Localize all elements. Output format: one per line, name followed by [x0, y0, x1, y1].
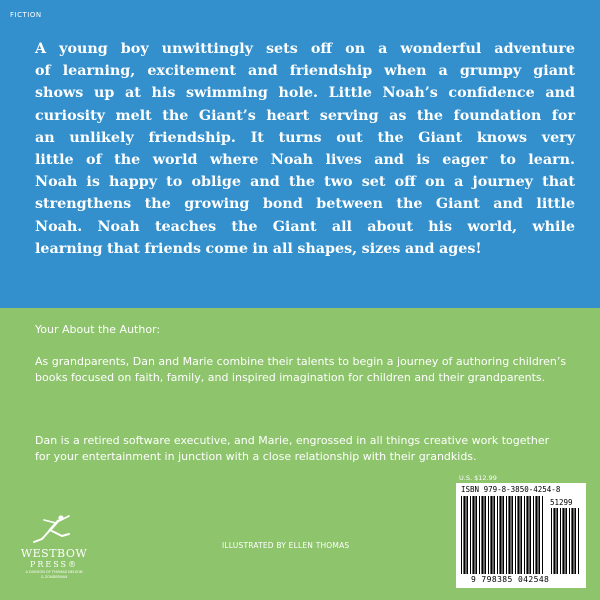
illustrator-credit: ILLUSTRATED BY ELLEN THOMAS [222, 541, 350, 550]
barcode-bar [578, 508, 579, 574]
blurb-line: little of the world where Noah lives and is eager to learn. [35, 152, 575, 169]
barcode-bar [535, 496, 537, 574]
price-label: U.S. $12.99 [459, 474, 497, 482]
barcode-bar [472, 496, 474, 574]
barcode-bar [470, 496, 471, 574]
book-blurb [35, 38, 575, 260]
barcode-bar [542, 496, 543, 574]
barcode-bar [569, 508, 570, 574]
registered-mark: ® [68, 560, 79, 569]
publisher-division-line-1: A DIVISION OF THOMAS NELSON [25, 570, 83, 574]
barcode-bar [466, 496, 468, 574]
barcode-bar [551, 508, 552, 574]
barcode-bar [508, 496, 510, 574]
barcode-bar [515, 496, 516, 574]
barcode-bar [571, 508, 573, 574]
publisher-division [14, 570, 94, 579]
addon-code: 51299 [550, 498, 573, 507]
barcode-bar [475, 496, 477, 574]
barcode-bar [524, 496, 525, 574]
ean-number: 9 798385 042548 [471, 575, 550, 584]
barcode-bar [461, 496, 462, 574]
barcode-box [456, 483, 586, 588]
barcode-bar [493, 496, 495, 574]
barcode-bar [562, 508, 564, 574]
blurb-line: an unlikely friendship. It turns out the Giant knows very [35, 129, 575, 146]
author-paragraph-2: Dan is a retired software executive, and Marie, engrossed in all things creative work together for your entertainment in junction with a close relationship with their grandkids. [35, 434, 550, 464]
barcode-bar [506, 496, 507, 574]
publisher-press-word: PRESS [29, 560, 69, 569]
barcode-bar [574, 508, 576, 574]
barcode-bar [556, 508, 558, 574]
barcode-bar [488, 496, 489, 574]
publisher-name: WESTBOW [20, 547, 88, 560]
barcode-bar [479, 496, 480, 574]
barcode-bar [533, 496, 534, 574]
barcode-bar [560, 508, 561, 574]
barcode-bar [538, 496, 540, 574]
author-paragraph-1: As grandparents, Dan and Marie combine their talents to begin a journey of authoring children’s books focused on faith, family, and inspired imagination for children and their grandparents. [35, 355, 567, 385]
barcode-bar [481, 496, 483, 574]
barcode-bar [497, 496, 498, 574]
blurb-line: shows up at his swimming hole. Little Noah’s confidence and [35, 85, 575, 102]
barcode-bar [526, 496, 528, 574]
barcode-bar [520, 496, 522, 574]
blurb-line: curiosity melt the Giant’s heart serving as the foundation for [35, 107, 575, 124]
barcode-bar [463, 496, 465, 574]
blurb-line: Noah is happy to oblige and the two set off on a journey that [35, 174, 575, 191]
leaping-figure-icon [14, 512, 94, 546]
isbn-label: ISBN 979-8-3850-4254-8 [461, 485, 561, 494]
barcode-bar [517, 496, 519, 574]
ean-barcode [460, 496, 546, 574]
barcode-bar [553, 508, 555, 574]
addon-barcode [550, 508, 582, 574]
blurb-line: of learning, excitement and friendship when a grumpy giant [35, 63, 575, 80]
barcode-bar [502, 496, 504, 574]
publisher-division-line-2: & ZONDERVAN [41, 574, 67, 579]
blurb-line: learning that friends come in all shapes, sizes and ages! [35, 240, 482, 257]
author-heading: Your About the Author: [35, 323, 161, 336]
blurb-line: strengthens the growing bond between the Giant and little [35, 196, 575, 213]
barcode-bar [511, 496, 513, 574]
barcode-bar [484, 496, 486, 574]
publisher-logo [14, 512, 94, 586]
barcode-bar [565, 508, 567, 574]
blurb-line: A young boy unwittingly sets off on a wonderful adventure [35, 41, 575, 57]
barcode-bar [529, 496, 531, 574]
barcode-bar [499, 496, 501, 574]
barcode-bar [490, 496, 492, 574]
blurb-line: Noah. Noah teaches the Giant all about his world, while [35, 218, 575, 235]
publisher-press [14, 560, 94, 569]
category-label: FICTION [10, 11, 42, 19]
